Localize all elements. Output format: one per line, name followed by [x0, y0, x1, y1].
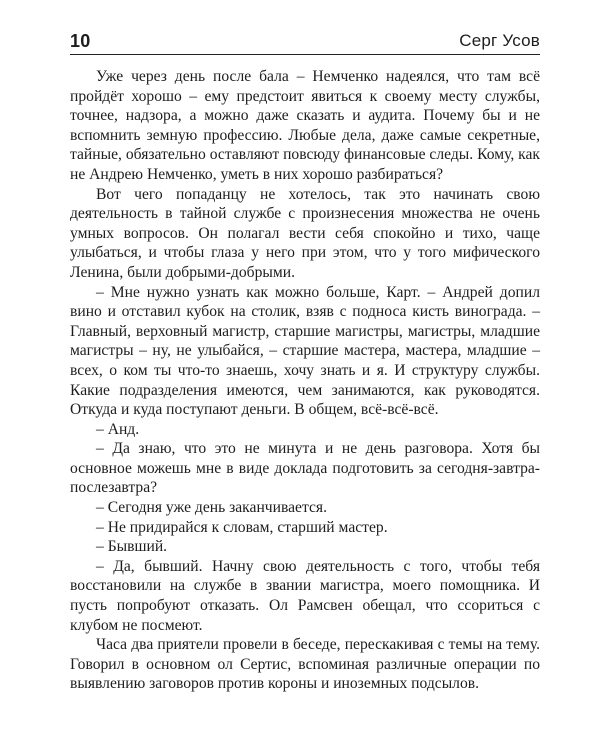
page-number: 10: [70, 31, 91, 51]
page-header: [70, 18, 540, 55]
paragraph: – Бывший.: [96, 538, 168, 556]
paragraph: – Да, бывший. Начну свою деятельность с того, чтобы тебя восстановили на службе в звании магистра, моего помощника. И пусть попробуют отказать. Ол Рамсвен обещал, что ссориться с клубом не посмеют.: [70, 557, 540, 634]
paragraph: Часа два приятели провели в беседе, перескакивая с темы на тему. Говорил в основном ол Сертис, вспоминая различные операции по выявлению заговоров против короны и иноземных подсылов.: [70, 636, 540, 693]
running-head-author: Серг Усов: [459, 31, 540, 50]
paragraph: Вот чего попаданцу не хотелось, так это начинать свою деятельность в тайной службе с произнесения множества не очень умных вопросов. Он полагал вести себя спокойно и тихо, чаще улыбаться, и чтобы глаза у него при этом, что у того мифического Ленина, были добрыми-добрыми.: [70, 185, 540, 281]
body-text: [70, 67, 540, 694]
paragraph: – Сегодня уже день заканчивается.: [96, 499, 327, 517]
paragraph: – Анд.: [96, 420, 140, 438]
paragraph: – Да знаю, что это не минута и не день разговора. Хотя бы основное можешь мне в виде доклада подготовить за сегодня-завтра-послезавтра?: [70, 440, 540, 497]
paragraph: Уже через день после бала – Немченко надеялся, что там всё пройдёт хорошо – ему предстоит явиться к своему месту службы, точнее, надзора, а можно даже сказать и аудита. Почему бы и не вспомнить земную профессию. Любые дела, даже самые секретные, тайные, обязательно оставляют повсюду финансовые следы. Кому, как не Андрею Немченко, уметь в них хорошо разбираться?: [70, 68, 540, 183]
book-page: [70, 18, 540, 694]
paragraph: – Мне нужно узнать как можно больше, Карт. – Андрей допил вино и отставил кубок на столик, взяв с подноса кисть винограда. – Главный, верховный магистр, старшие магистры, магистры, младшие магистры – ну, не улыбайся, – старшие мастера, мастера, младшие – всех, о ком ты что-то знаешь, хочу знать и я. И структуру службы. Какие подразделения имеются, чем занимаются, как руководятся. Откуда и куда поступают деньги. В общем, всё-всё-всё.: [70, 283, 540, 419]
paragraph: – Не придирайся к словам, старший мастер.: [96, 518, 388, 536]
